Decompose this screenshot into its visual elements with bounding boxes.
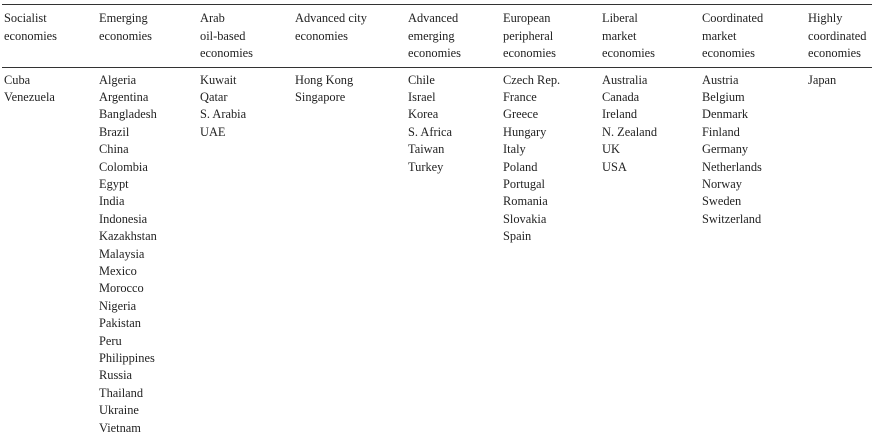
country-name: Colombia bbox=[99, 159, 148, 174]
country-name: Korea bbox=[408, 107, 439, 122]
column-header-arab-oil bbox=[198, 5, 293, 68]
column-header-emerging bbox=[97, 5, 198, 68]
country-name: Czech Rep. bbox=[503, 72, 561, 87]
column-header-line: market bbox=[702, 28, 737, 43]
column-header-line: economies bbox=[200, 46, 253, 60]
country-name: Vietnam bbox=[99, 420, 141, 435]
column-header-line: economies bbox=[4, 28, 57, 43]
country-name: Romania bbox=[503, 194, 548, 209]
column-cell-liberal-market bbox=[600, 67, 700, 437]
country-name: Sweden bbox=[702, 194, 742, 209]
country-name: Taiwan bbox=[408, 142, 445, 157]
country-name: Poland bbox=[503, 159, 538, 174]
country-name: France bbox=[503, 89, 537, 104]
column-cell-emerging bbox=[97, 67, 198, 437]
country-name: Israel bbox=[408, 89, 436, 104]
country-name: Algeria bbox=[99, 72, 137, 87]
column-cell-socialist bbox=[2, 67, 97, 437]
country-name: Greece bbox=[503, 107, 539, 122]
column-header-coordinated-market bbox=[700, 5, 806, 68]
country-name: Venezuela bbox=[4, 89, 55, 104]
country-name: Norway bbox=[702, 176, 742, 191]
country-name: S. Arabia bbox=[200, 107, 247, 122]
column-cell-coordinated-market bbox=[700, 67, 806, 437]
column-header-advanced-city bbox=[293, 5, 406, 68]
body-row bbox=[2, 67, 872, 437]
country-name: Finland bbox=[702, 124, 740, 139]
column-header-line: Arab bbox=[200, 11, 225, 25]
country-name: Australia bbox=[602, 72, 648, 87]
country-name: Russia bbox=[99, 368, 133, 383]
country-name: Denmark bbox=[702, 107, 749, 122]
table-body bbox=[2, 67, 872, 437]
country-name: Nigeria bbox=[99, 298, 137, 313]
column-header-socialist bbox=[2, 5, 97, 68]
classification-table-container bbox=[0, 4, 874, 444]
country-name: Hong Kong bbox=[295, 72, 354, 87]
column-header-line: Coordinated bbox=[702, 11, 764, 25]
country-name: Peru bbox=[99, 333, 122, 348]
country-name: Cuba bbox=[4, 72, 31, 87]
country-name: Chile bbox=[408, 72, 435, 87]
column-header-line: economies bbox=[602, 46, 655, 60]
column-header-line: economies bbox=[295, 28, 348, 43]
country-name: Germany bbox=[702, 142, 749, 157]
country-name: UK bbox=[602, 142, 620, 157]
column-header-european-peripheral bbox=[501, 5, 600, 68]
country-name: Switzerland bbox=[702, 211, 762, 226]
column-header-highly-coordinated bbox=[806, 5, 872, 68]
country-name: Kazakhstan bbox=[99, 229, 157, 244]
header-row bbox=[2, 5, 872, 68]
country-name: N. Zealand bbox=[602, 124, 658, 139]
column-header-line: Advanced city bbox=[295, 11, 367, 25]
country-name: Indonesia bbox=[99, 211, 148, 226]
column-header-liberal-market bbox=[600, 5, 700, 68]
country-name: Pakistan bbox=[99, 316, 141, 331]
country-name: Bangladesh bbox=[99, 107, 157, 122]
country-name: Mexico bbox=[99, 263, 137, 278]
country-name: Qatar bbox=[200, 89, 228, 104]
country-name: Spain bbox=[503, 229, 532, 244]
country-name: Austria bbox=[702, 72, 739, 87]
country-name: UAE bbox=[200, 124, 226, 139]
country-name: Philippines bbox=[99, 351, 155, 365]
column-header-line: economies bbox=[408, 46, 461, 60]
country-name: Argentina bbox=[99, 89, 149, 104]
country-name: Egypt bbox=[99, 176, 129, 191]
column-header-advanced-emerging bbox=[406, 5, 501, 68]
country-name: Brazil bbox=[99, 124, 130, 139]
column-cell-european-peripheral bbox=[501, 67, 600, 437]
country-name: Portugal bbox=[503, 176, 545, 191]
economy-classification-table bbox=[2, 4, 872, 437]
column-header-line: peripheral bbox=[503, 28, 554, 43]
country-name: Netherlands bbox=[702, 159, 762, 174]
country-name: Malaysia bbox=[99, 246, 145, 261]
column-header-line: economies bbox=[808, 46, 861, 60]
country-name: India bbox=[99, 194, 125, 209]
column-header-line: Socialist bbox=[4, 11, 47, 25]
column-header-line: economies bbox=[99, 28, 152, 43]
country-name: Ireland bbox=[602, 107, 638, 122]
column-cell-advanced-emerging bbox=[406, 67, 501, 437]
country-name: S. Africa bbox=[408, 124, 453, 139]
country-name: Canada bbox=[602, 89, 640, 104]
column-header-line: European bbox=[503, 11, 551, 25]
country-name: Morocco bbox=[99, 281, 144, 296]
column-header-line: oil-based bbox=[200, 28, 246, 43]
column-header-line: economies bbox=[702, 46, 755, 60]
column-cell-advanced-city bbox=[293, 67, 406, 437]
column-header-line: Highly bbox=[808, 11, 843, 25]
country-name: Singapore bbox=[295, 89, 346, 104]
country-name: Thailand bbox=[99, 385, 144, 400]
column-header-line: market bbox=[602, 28, 637, 43]
column-cell-arab-oil bbox=[198, 67, 293, 437]
country-name: Slovakia bbox=[503, 211, 547, 226]
country-name: Kuwait bbox=[200, 72, 237, 87]
country-name: Ukraine bbox=[99, 403, 139, 418]
column-header-line: Advanced bbox=[408, 11, 459, 25]
country-name: Belgium bbox=[702, 89, 745, 104]
column-header-line: coordinated bbox=[808, 28, 867, 43]
country-name: Hungary bbox=[503, 124, 547, 139]
country-name: USA bbox=[602, 159, 627, 174]
country-name: Turkey bbox=[408, 159, 444, 174]
column-header-line: Liberal bbox=[602, 11, 638, 25]
column-header-line: economies bbox=[503, 46, 556, 60]
column-cell-highly-coordinated bbox=[806, 67, 872, 437]
table-header bbox=[2, 5, 872, 68]
country-name: Italy bbox=[503, 142, 526, 157]
column-header-line: Emerging bbox=[99, 11, 148, 25]
column-header-line: emerging bbox=[408, 28, 455, 43]
country-name: Japan bbox=[808, 72, 837, 87]
country-name: China bbox=[99, 142, 129, 157]
